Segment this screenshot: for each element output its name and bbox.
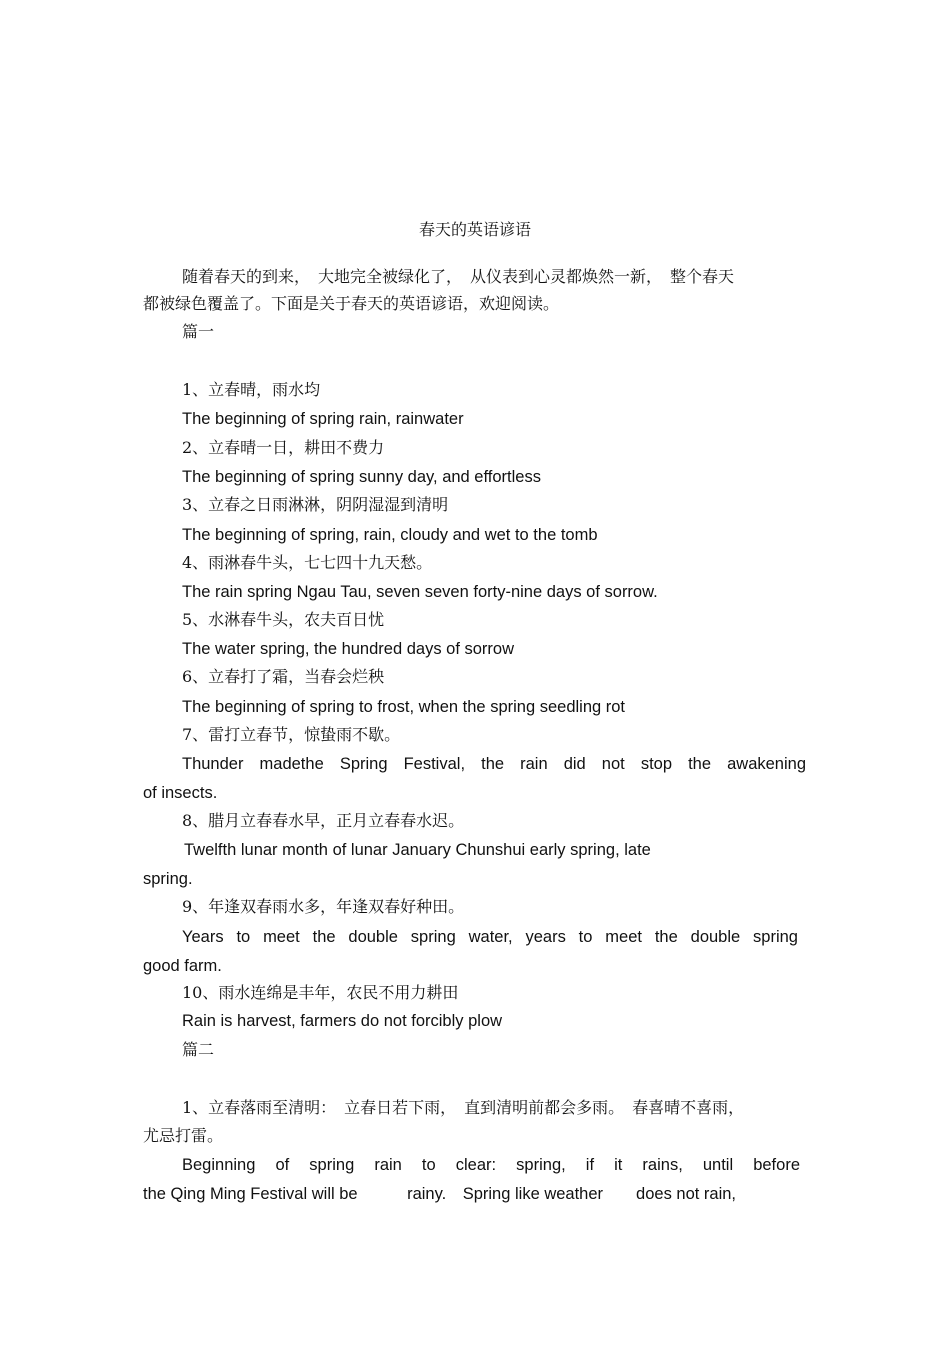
proverb-cn-8: 8、腊月立春春水早，正月立春春水迟。 [182,811,465,830]
intro-line-1: 随着春天的到来， 大地完全被绿化了， 从仪表到心灵都焕然一新， 整个春天 [182,267,735,286]
proverb-en-10: Rain is harvest, farmers do not forcibly plow [182,1012,503,1030]
intro-line-2: 都被绿色覆盖了。下面是关于春天的英语谚语，欢迎阅读。 [143,294,560,313]
proverb-en-8-line-1: Twelfth lunar month of lunar January Chunshui early spring, late [184,841,651,859]
proverb-cn-9: 9、年逢双春雨水多，年逢双春好种田。 [182,897,465,916]
document-title: 春天的英语谚语 [418,220,531,239]
proverb-cn-1: 1、立春晴，雨水均 [182,380,321,399]
proverb-cn-6: 6、立春打了霜，当春会烂秧 [182,667,385,686]
proverb-en-6: The beginning of spring to frost, when the spring seedling rot [182,698,626,716]
proverb-cn-10: 10、雨水连绵是丰年，农民不用力耕田 [182,983,459,1002]
proverb-cn-3: 3、立春之日雨淋淋，阴阴湿湿到清明 [182,495,449,514]
section2-en-line-1: Beginning of spring rain to clear: spring, if it rains, until before [182,1156,800,1174]
section-heading-2: 篇二 [182,1040,215,1059]
proverb-cn-5: 5、水淋春牛头，农夫百日忧 [182,610,385,629]
proverb-en-8-line-2: spring. [143,870,193,888]
proverb-en-3: The beginning of spring, rain, cloudy and wet to the tomb [182,526,598,544]
proverb-cn-4: 4、雨淋春牛头，七七四十九天愁。 [182,553,433,572]
section2-en-line-2: the Qing Ming Festival will be rainy. Spring like weather does not rain, [143,1185,737,1203]
proverb-en-9-line-1: Years to meet the double spring water, years to meet the double spring [182,928,798,946]
proverb-en-7-line-1: Thunder madethe Spring Festival, the rain did not stop the awakening [182,755,806,773]
proverb-cn-2: 2、立春晴一日，耕田不费力 [182,438,385,457]
section2-cn-line-2: 尤忌打雷。 [143,1126,224,1145]
proverb-cn-7: 7、雷打立春节，惊蛰雨不歇。 [182,725,401,744]
proverb-en-1: The beginning of spring rain, rainwater [182,410,464,428]
proverb-en-9-line-2: good farm. [143,957,222,975]
proverb-en-2: The beginning of spring sunny day, and effortless [182,468,541,486]
section2-cn-line-1: 1、立春落雨至清明： 立春日若下雨， 直到清明前都会多雨。 春喜晴不喜雨， [182,1098,745,1117]
proverb-en-5: The water spring, the hundred days of sorrow [182,640,515,658]
proverb-en-7-line-2: of insects. [143,784,218,802]
section-heading-1: 篇一 [182,322,215,341]
proverb-en-4: The rain spring Ngau Tau, seven seven forty-nine days of sorrow. [182,583,658,601]
